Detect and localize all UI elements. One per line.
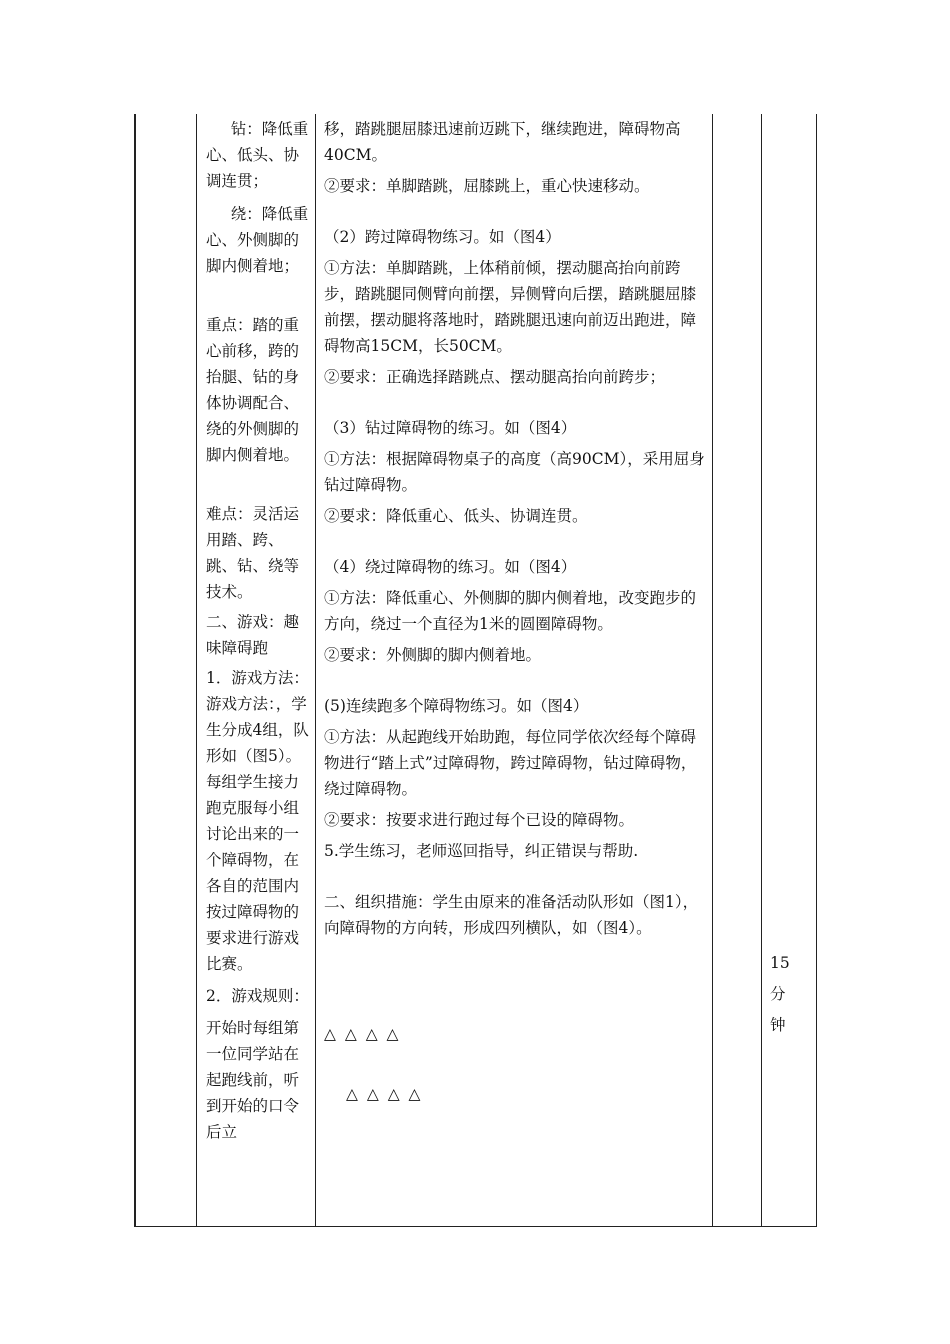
content-line: 二、组织措施：学生由原来的准备活动队形如（图1），向障碍物的方向转，形成四列横队，如（图4）。	[324, 893, 699, 937]
key-point-difficulty: 难点：灵活运用踏、跨、跳、钻、绕等技术。	[206, 505, 300, 601]
content-line: ②要求：单脚踏跳，屈膝跳上，重心快速移动。	[324, 177, 650, 195]
content-line: （3）钻过障碍物的练习。如（图4）	[324, 419, 577, 437]
game-rules-title: 2．游戏规则：	[206, 987, 309, 1005]
game-method: 1．游戏方法：游戏方法：，学生分成4组，队形如（图5）。每组学生接力跑克服每小组讨论出来的一个障碍物，在各自的范围内按过障碍物的要求进行游戏比赛。	[206, 669, 309, 973]
table-border-col4	[761, 114, 762, 1227]
key-point-zuan: 钻：降低重心、低头、协调连贯；	[206, 120, 309, 190]
key-point-focus: 重点：踏的重心前移，跨的抬腿、钻的身体协调配合、绕的外侧脚的脚内侧着地。	[206, 316, 300, 464]
content-line: ①方法：根据障碍物桌子的高度（高90CM），采用屈身钻过障碍物。	[324, 450, 705, 494]
content-line: ②要求：降低重心、低头、协调连贯。	[324, 507, 588, 525]
table-border-right	[816, 114, 817, 1227]
key-point-rao: 绕：降低重心、外侧脚的脚内侧着地；	[206, 205, 309, 275]
table-border-left	[134, 114, 136, 1227]
content-line: ②要求：按要求进行跑过每个已设的障碍物。	[324, 811, 635, 829]
content-line: （4）绕过障碍物的练习。如（图4）	[324, 558, 577, 576]
content-line: 移，踏跳腿屈膝迅速前迈跳下，继续跑进，障碍物高40CM。	[324, 120, 681, 164]
content-line: ①方法：从起跑线开始助跑，每位同学依次经每个障碍物进行“踏上式”过障碍物，跨过障碍物，钻过障碍物，绕过障碍物。	[324, 728, 697, 798]
time-value: 15	[770, 954, 790, 972]
time-unit-1: 分	[770, 985, 786, 1003]
content-line: ②要求：外侧脚的脚内侧着地。	[324, 646, 542, 664]
table-border-col1	[196, 114, 197, 1227]
content-line: ②要求：正确选择踏跳点、摆动腿高抬向前跨步；	[324, 368, 666, 386]
game-rules-text: 开始时每组第一位同学站在起跑线前，听到开始的口令后立	[206, 1019, 300, 1141]
content-line: 5.学生练习，老师巡回指导，纠正错误与帮助.	[324, 842, 639, 860]
formation-row-1: △ △ △ △	[324, 1025, 401, 1043]
content-line: (5)连续跑多个障碍物练习。如（图4）	[324, 697, 589, 715]
content-line: （2）跨过障碍物练习。如（图4）	[324, 228, 561, 246]
game-title: 二、游戏：趣味障碍跑	[206, 613, 300, 657]
content-line: ①方法：降低重心、外侧脚的脚内侧着地，改变跑步的方向，绕过一个直径为1米的圆圈障碍物。	[324, 589, 697, 633]
formation-row-2: △ △ △ △	[346, 1085, 423, 1103]
key-points-column	[206, 114, 310, 1145]
time-unit-2: 钟	[770, 1016, 786, 1034]
content-column	[324, 114, 708, 1107]
table-border-col2	[315, 114, 316, 1227]
table-border-bottom	[134, 1226, 817, 1227]
time-column	[770, 948, 800, 1041]
table-border-col3	[712, 114, 713, 1227]
content-line: ①方法：单脚踏跳，上体稍前倾，摆动腿高抬向前跨步，踏跳腿同侧臂向前摆，异侧臂向后摆，踏跳腿屈膝前摆，摆动腿将落地时，踏跳腿迅速向前迈出跑进，障碍物高15CM，长50CM。	[324, 259, 697, 355]
